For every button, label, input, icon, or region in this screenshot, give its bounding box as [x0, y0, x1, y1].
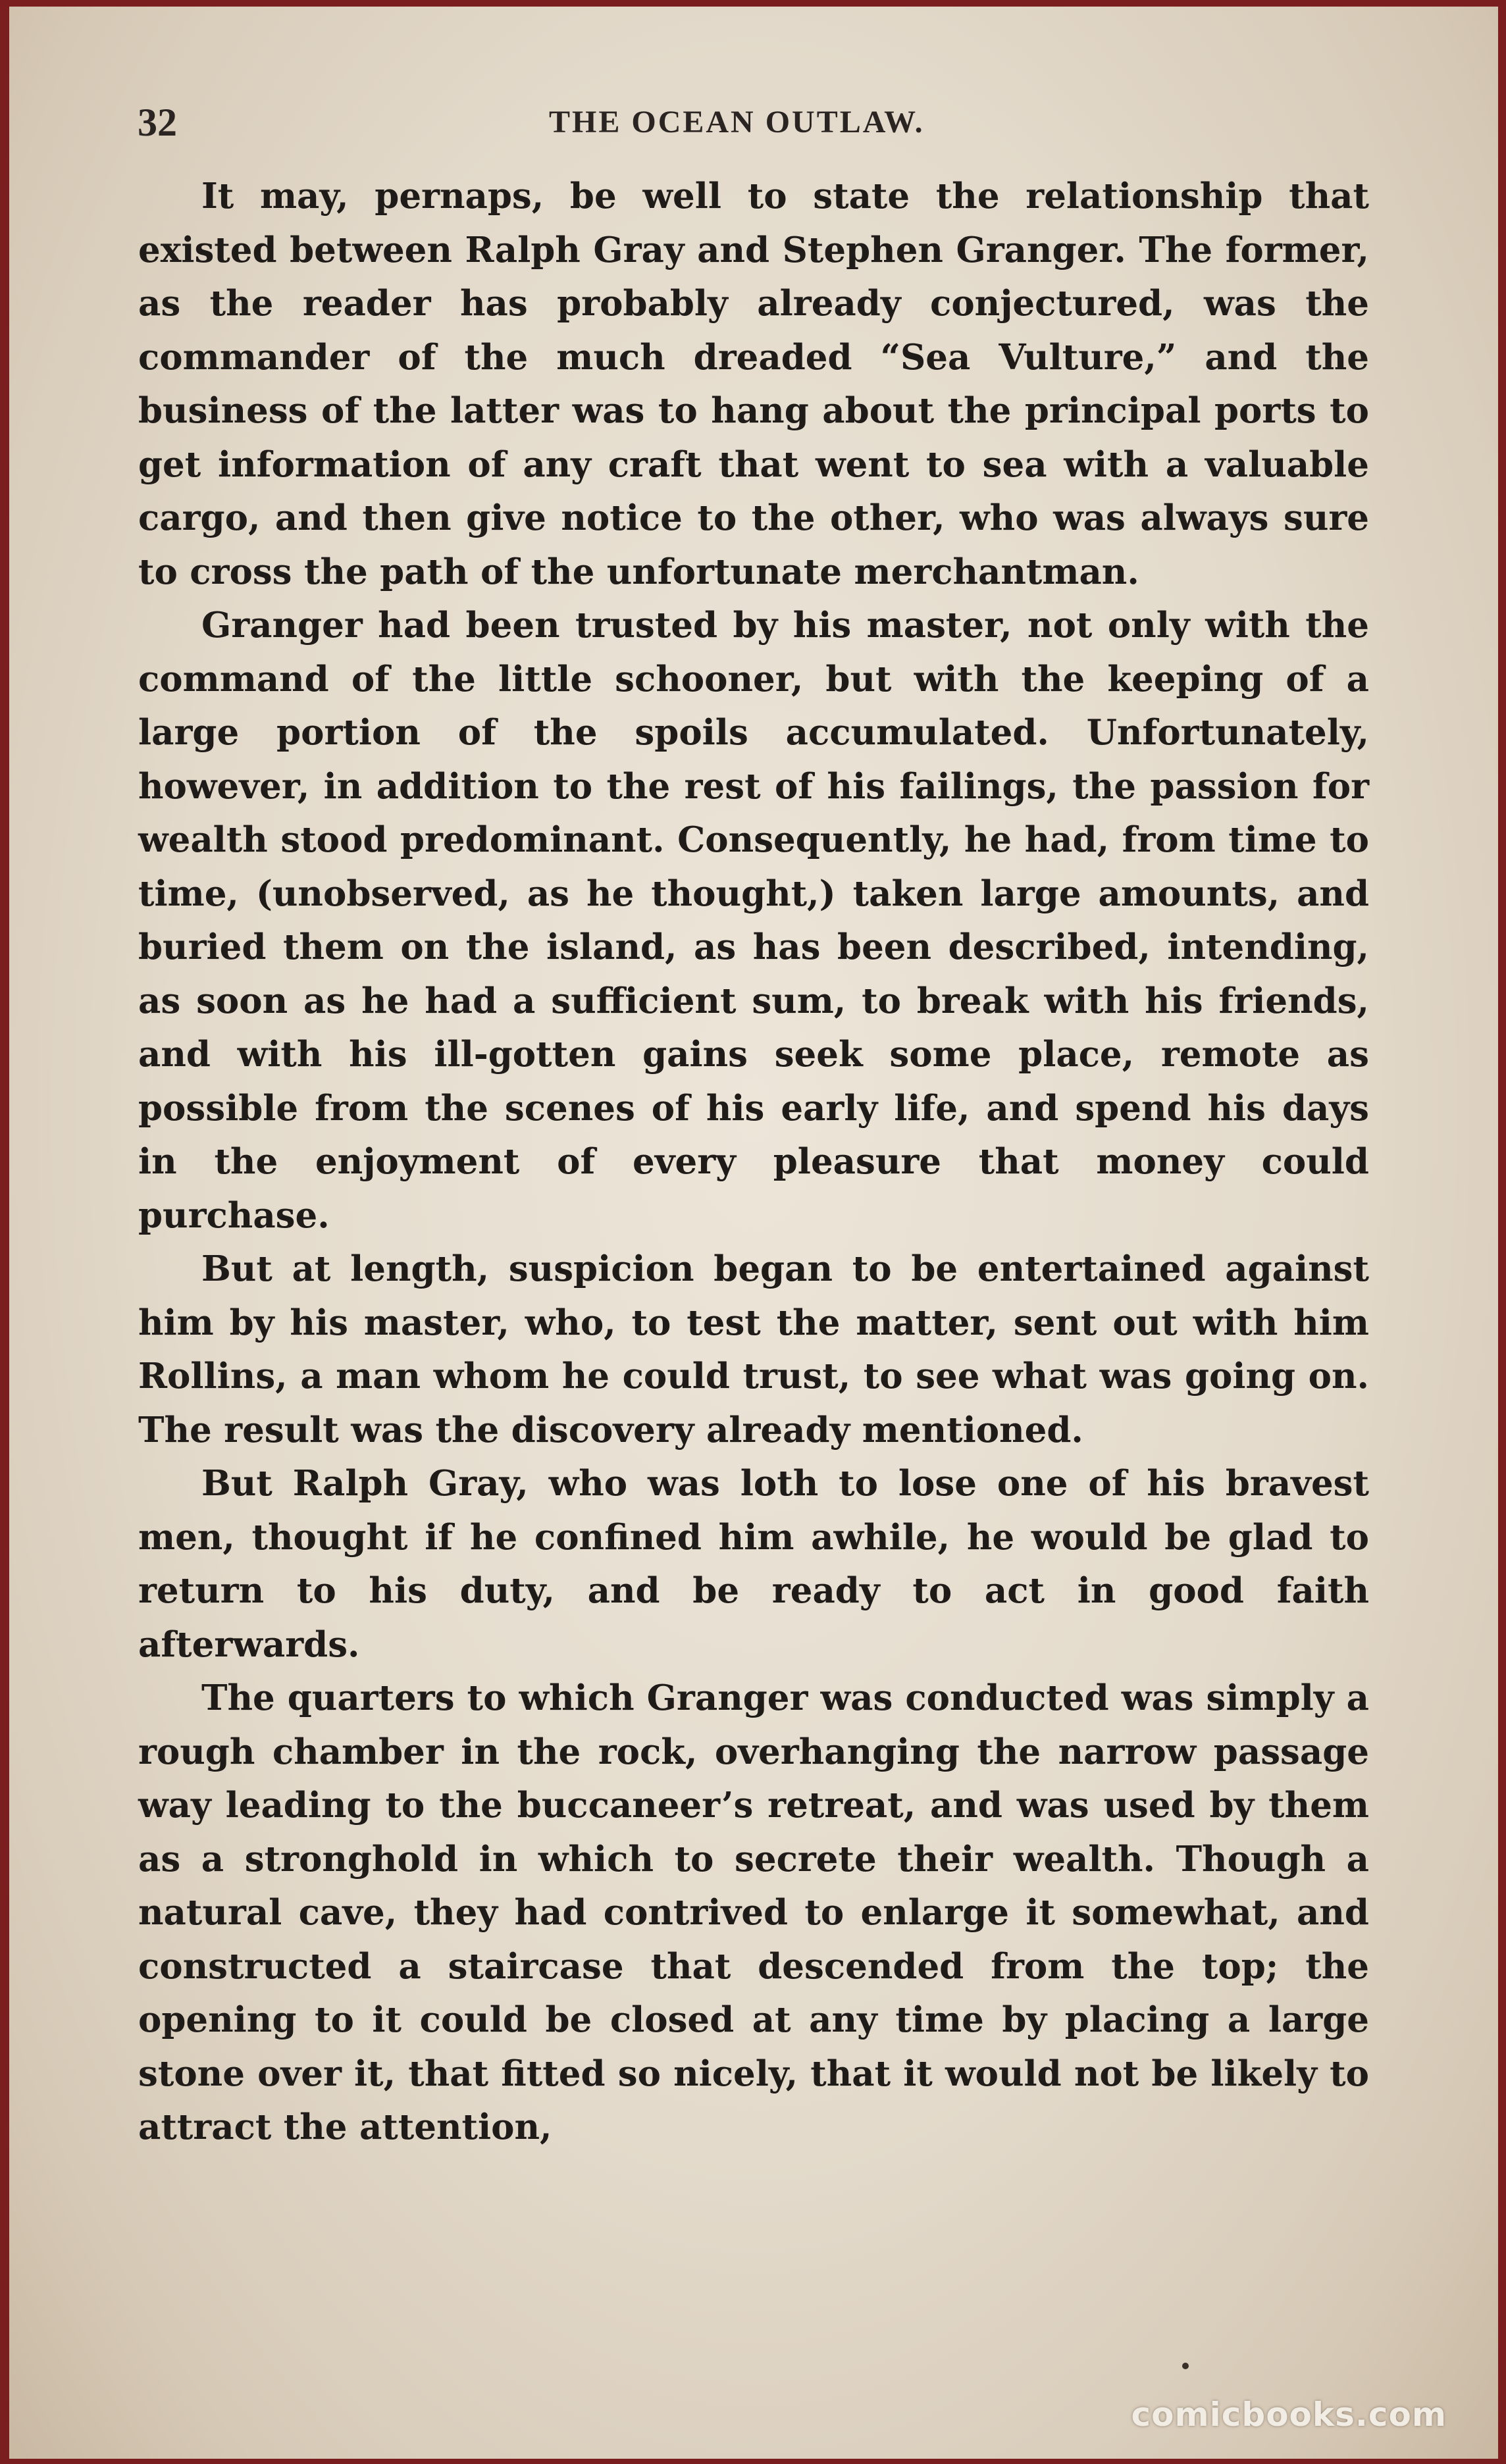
- watermark: comicbooks.com: [1131, 2396, 1447, 2434]
- book-page: [9, 7, 1498, 2459]
- paragraph-4: But Ralph Gray, who was loth to lose one of his bravest men, thought if he confined him awhile, he would be glad to return to his duty, and be ready to act in good faith afterwards.: [138, 1463, 1369, 1665]
- paragraph-5: The quarters to which Granger was conducted was simply a rough chamber in the rock, overhanging the narrow passage way leading to the buccaneer’s retreat, and was used by them as a stronghold in which to secrete their wealth. Though a natural cave, they had contrived to enlarge it somewhat, and constructed a staircase that descended from the top; the opening to it could be closed at any time by placing a large stone over it, that fitted so nicely, that it would not be likely to attract the attention,: [138, 1678, 1369, 2147]
- paragraph-1: It may, pernaps, be well to state the relationship that existed between Ralph Gray and Stephen Granger. The former, as the reader has probably already conjectured, was the commander of the much dreaded “Sea Vulture,” and the business of the latter was to hang about the principal ports to get information of any craft that went to sea with a valuable cargo, and then give notice to the other, who was always sure to cross the path of the unfortunate merchantman.: [138, 176, 1369, 592]
- running-title: THE OCEAN OUTLAW.: [549, 105, 925, 140]
- paragraph-3: But at length, suspicion began to be entertained against him by his master, who, to test the matter, sent out with him Rollins, a man whom he could trust, to see what was going on. The result was the discovery already mentioned.: [138, 1248, 1369, 1450]
- paragraph-2: Granger had been trusted by his master, not only with the command of the little schooner, but with the keeping of a large portion of the spoils accumulated. Unfortunately, however, in addition to the rest of his failings, the passion for wealth stood predominant. Consequently, he had, from time to time, (unobserved, as he thought,) taken large amounts, and buried them on the island, as has been described, intending, as soon as he had a sufficient sum, to break with his friends, and with his ill-gotten gains seek some place, remote as possible from the scenes of his early life, and spend his days in the enjoyment of every pleasure that money could purchase.: [138, 605, 1369, 1236]
- page-header: [128, 93, 1378, 146]
- body-text: [138, 170, 1369, 2155]
- ink-speck: [1182, 2363, 1189, 2369]
- page-number: 32: [138, 101, 177, 144]
